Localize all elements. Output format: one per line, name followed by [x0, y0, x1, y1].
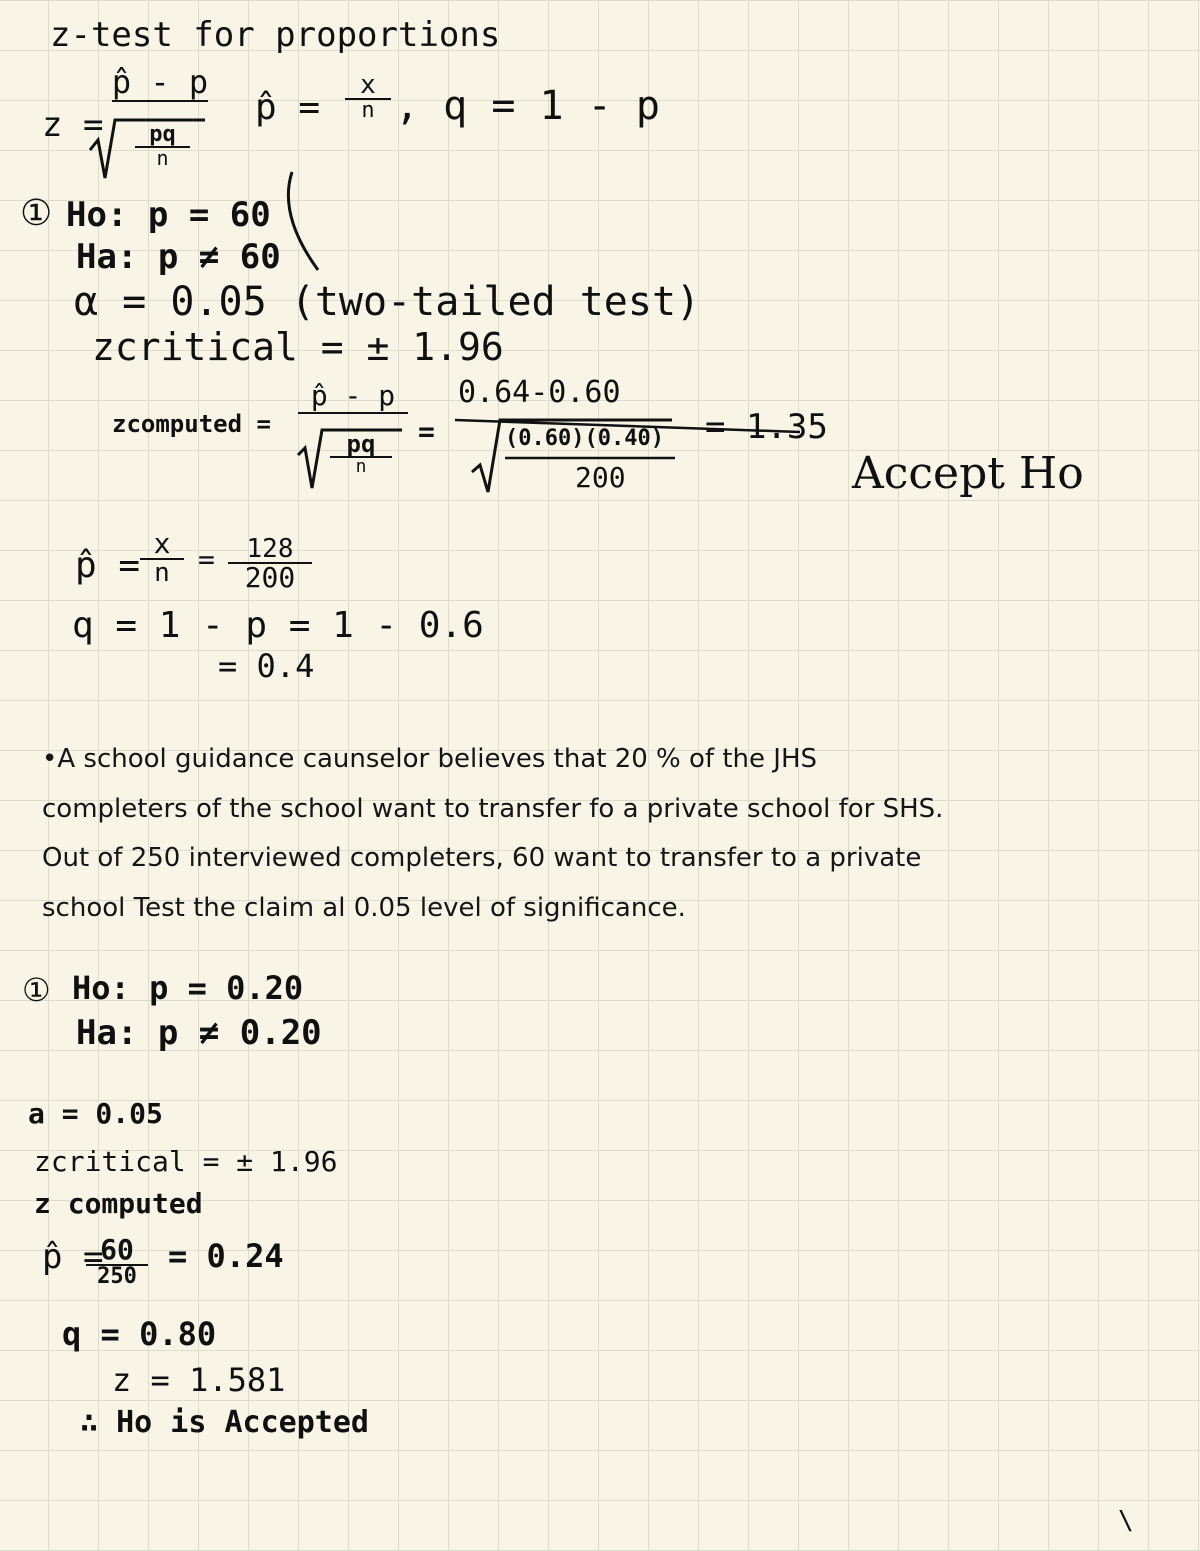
- ex1-sym-den-den: n: [355, 456, 367, 477]
- ex2-phat-den: 250: [97, 1264, 137, 1289]
- problem-bullet: •: [42, 744, 58, 774]
- formula-den-num: pq: [149, 122, 176, 147]
- ex1-phat-num: x: [153, 527, 171, 560]
- problem-line-4: school Test the claim al 0.05 level of significance.: [42, 892, 686, 923]
- corner-mark: \: [1118, 1506, 1134, 1536]
- ex1-sym-den-num: pq: [346, 430, 376, 458]
- ex1-phat-den: n: [154, 558, 170, 588]
- problem-line-2: completers of the school want to transfer fo a private school for SHS.: [42, 793, 944, 824]
- formula-numerator: p̂ - p: [111, 63, 209, 101]
- ex1-zcomputed-label: zcomputed =: [112, 410, 271, 438]
- formula-den-den: n: [156, 146, 169, 170]
- ex2-phat-fraction: [86, 1233, 148, 1289]
- ex1-den-val-num: (0.60)(0.40): [505, 426, 664, 451]
- formula-den-fraction: [135, 124, 190, 168]
- ex1-result: = 1.35: [705, 407, 828, 447]
- problem-line-3: Out of 250 interviewed completers, 60 want to transfer to a private: [42, 843, 922, 873]
- problem-statement: [42, 735, 1172, 933]
- ex2-alpha: a = 0.05: [28, 1097, 163, 1130]
- ex2-phat-num: 60: [100, 1233, 134, 1266]
- ex1-phat-val-fraction: [228, 536, 312, 592]
- ex1-phat-eq: =: [198, 543, 215, 576]
- ex1-phat-val-num: 128: [246, 534, 294, 564]
- ex2-phat-result: = 0.24: [168, 1237, 284, 1275]
- ex1-phat-val-den: 200: [244, 561, 296, 594]
- ex1-q-result: = 0.4: [218, 647, 315, 685]
- ex1-equals: =: [418, 415, 435, 448]
- ex1-h0: Ho: p = 60: [66, 195, 271, 235]
- ex1-den-val-den: 200: [575, 461, 626, 494]
- ex2-conclusion: ∴ Ho is Accepted: [80, 1405, 369, 1440]
- formula-z-lhs: z =: [42, 105, 104, 145]
- formula-z-fraction: [111, 63, 209, 104]
- ex1-phat-lhs: p̂ =: [75, 545, 141, 586]
- ex2-step-marker: ①: [22, 971, 51, 1009]
- ex2-q-line: q = 0.80: [62, 1315, 217, 1353]
- ex1-q-line: q = 1 - p = 1 - 0.6: [72, 605, 484, 646]
- ex2-ha: Ha: p ≠ 0.20: [76, 1013, 322, 1053]
- ex2-h0: Ho: p = 0.20: [72, 969, 304, 1007]
- ex1-z-critical: zcritical = ± 1.96: [92, 325, 504, 369]
- formula-phat-fraction: [345, 72, 391, 122]
- ex2-z-critical: zcritical = ± 1.96: [34, 1145, 338, 1178]
- formula-phat-lhs: p̂ =: [255, 87, 321, 128]
- page-title: z-test for proportions: [50, 15, 501, 55]
- ex1-step-marker: ①: [20, 193, 53, 234]
- ex1-sym-num: p̂ - p: [310, 379, 396, 412]
- formula-phat-num: x: [360, 70, 376, 100]
- ex1-phat-fraction: [140, 527, 184, 588]
- formula-q-def: , q = 1 - p: [395, 83, 660, 129]
- problem-line-1: •A school guidance caunselor believes that 20 % of the JHS: [42, 744, 818, 774]
- formula-phat-den: n: [361, 98, 375, 123]
- ex2-z-line: z = 1.581: [112, 1361, 286, 1399]
- ex2-zcomputed-label: z computed: [34, 1187, 203, 1220]
- ex1-decision: Accept Ho: [852, 448, 1084, 499]
- ex1-ha: Ha: p ≠ 60: [76, 237, 281, 277]
- ex1-sym-den-fraction: [330, 432, 392, 476]
- ex1-symbolic-fraction: [298, 379, 408, 416]
- ex1-alpha: α = 0.05 (two-tailed test): [74, 279, 701, 325]
- ex1-num-val: 0.64-0.60: [458, 375, 621, 410]
- ex2-phat-lhs: p̂ =: [42, 1237, 104, 1277]
